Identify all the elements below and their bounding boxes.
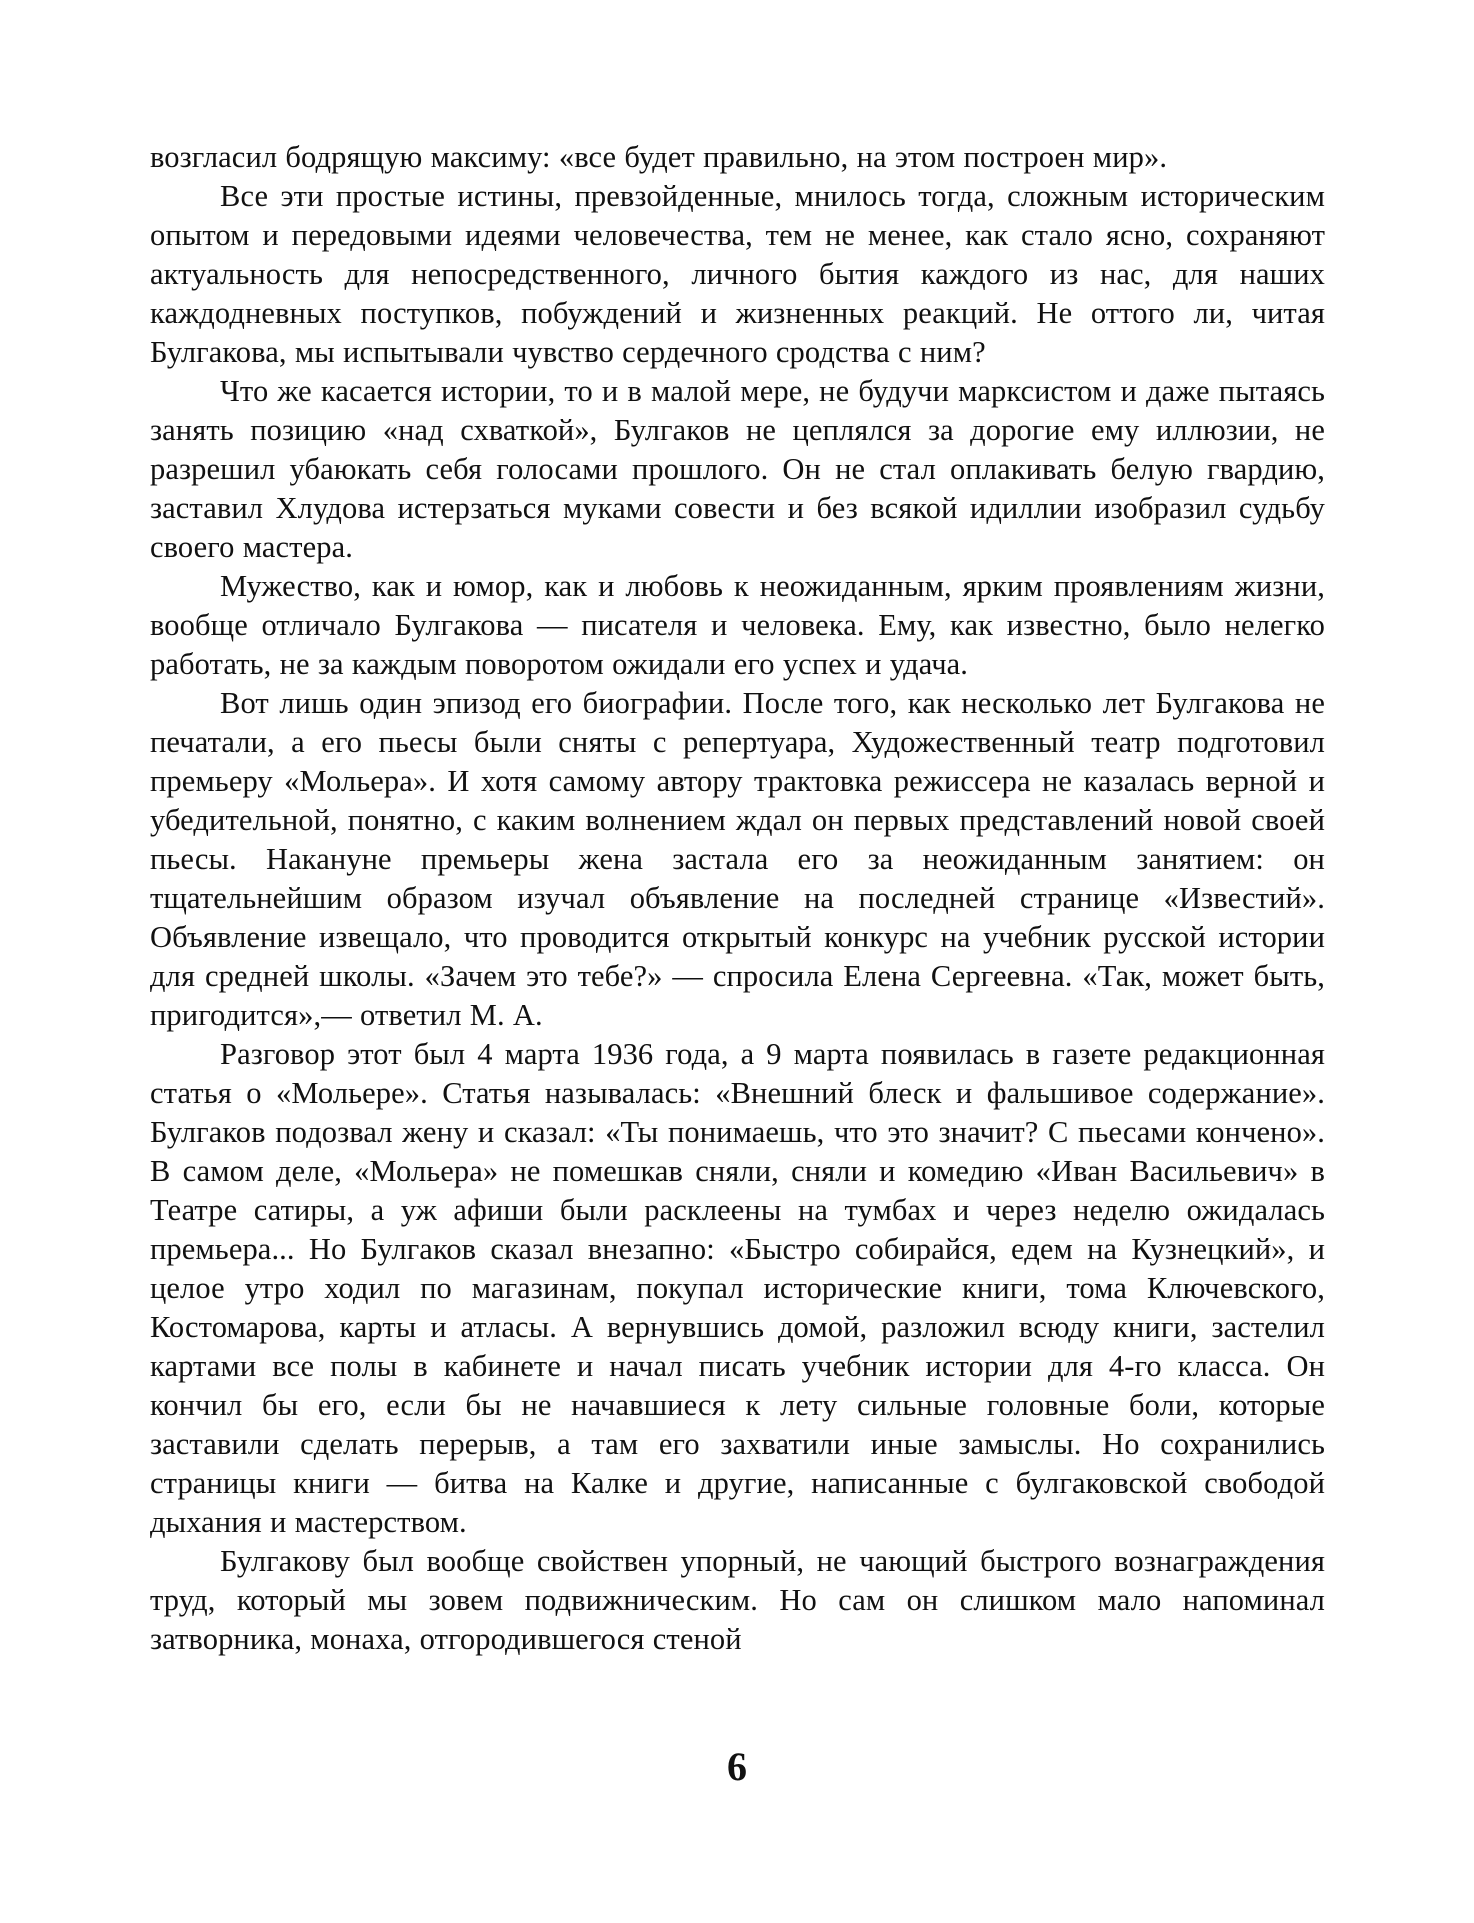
paragraph-conversation: Разговор этот был 4 марта 1936 года, а 9 марта появилась в газете редакционная статья о «Мольере». Статья называлась: «Внешний блеск и фальшивое содержание». Булгаков подозвал жену и сказал: «Ты понимаешь, что это значит? С пьесами кончено». В самом деле, «Мольера» не помешкав сняли, сняли и комедию «Иван Васильевич» в Театре сатиры, а уж афиши были расклеены на тумбах и через неделю ожидалась премьера... Но Булгаков сказал внезапно: «Быстро собирайся, едем на Кузнецкий», и целое утро ходил по магазинам, покупал исторические книги, тома Ключевского, Костомарова, карты и атласы. А вернувшись домой, разложил всюду книги, застелил картами все полы в кабинете и начал писать учебник истории для 4-го класса. Он кончил бы его, если бы не начавшиеся к лету сильные головные боли, которые заставили сделать перерыв, а там его захватили иные замыслы. Но сохранились страницы книги — битва на Калке и другие, написанные с булгаковской свободой дыхания и мастерством. (150, 1037, 1325, 1539)
paragraph-courage: Мужество, как и юмор, как и любовь к неожиданным, ярким проявлениям жизни, вообще отличало Булгакова — писателя и человека. Ему, как известно, было нелегко работать, не за каждым поворотом ожидали его успех и удача. (150, 569, 1325, 681)
page-number: 6 (727, 1744, 747, 1789)
paragraph-labor: Булгакову был вообще свойствен упорный, не чающий быстрого вознаграждения труд, который мы зовем подвижническим. Но сам он слишком мало напоминал затворника, монаха, отгородившегося стеной (150, 1544, 1325, 1656)
paragraph-simple-truths: Все эти простые истины, превзойденные, мнилось тогда, сложным историческим опытом и передовыми идеями человечества, тем не менее, как стало ясно, сохраняют актуальность для непосредственного, личного бытия каждого из нас, для наших каждодневных поступков, побуждений и жизненных реакций. Не оттого ли, читая Булгакова, мы испытывали чувство сердечного сродства с ним? (150, 179, 1325, 369)
page-body (150, 138, 1325, 1659)
paragraph-episode: Вот лишь один эпизод его биографии. После того, как несколько лет Булгакова не печатали, а его пьесы были сняты с репертуара, Художественный театр подготовил премьеру «Мольера». И хотя самому автору трактовка режиссера не казалась верной и убедительной, понятно, с каким волнением ждал он первых представлений новой своей пьесы. Накануне премьеры жена застала его за неожиданным занятием: он тщательнейшим образом изучал объявление на последней странице «Известий». Объявление извещало, что проводится открытый конкурс на учебник русской истории для средней школы. «Зачем это тебе?» — спросила Елена Сергеевна. «Так, может быть, пригодится»,— ответил М. А. (150, 686, 1325, 1032)
paragraph-history: Что же касается истории, то и в малой мере, не будучи марксистом и даже пытаясь занять позицию «над схваткой», Булгаков не цеплялся за дорогие ему иллюзии, не разрешил убаюкать себя голосами прошлого. Он не стал оплакивать белую гвардию, заставил Хлудова истерзаться муками совести и без всякой идиллии изобразил судьбу своего мастера. (150, 374, 1325, 564)
paragraph-continuation: возгласил бодрящую максиму: «все будет правильно, на этом построен мир». (150, 140, 1168, 174)
